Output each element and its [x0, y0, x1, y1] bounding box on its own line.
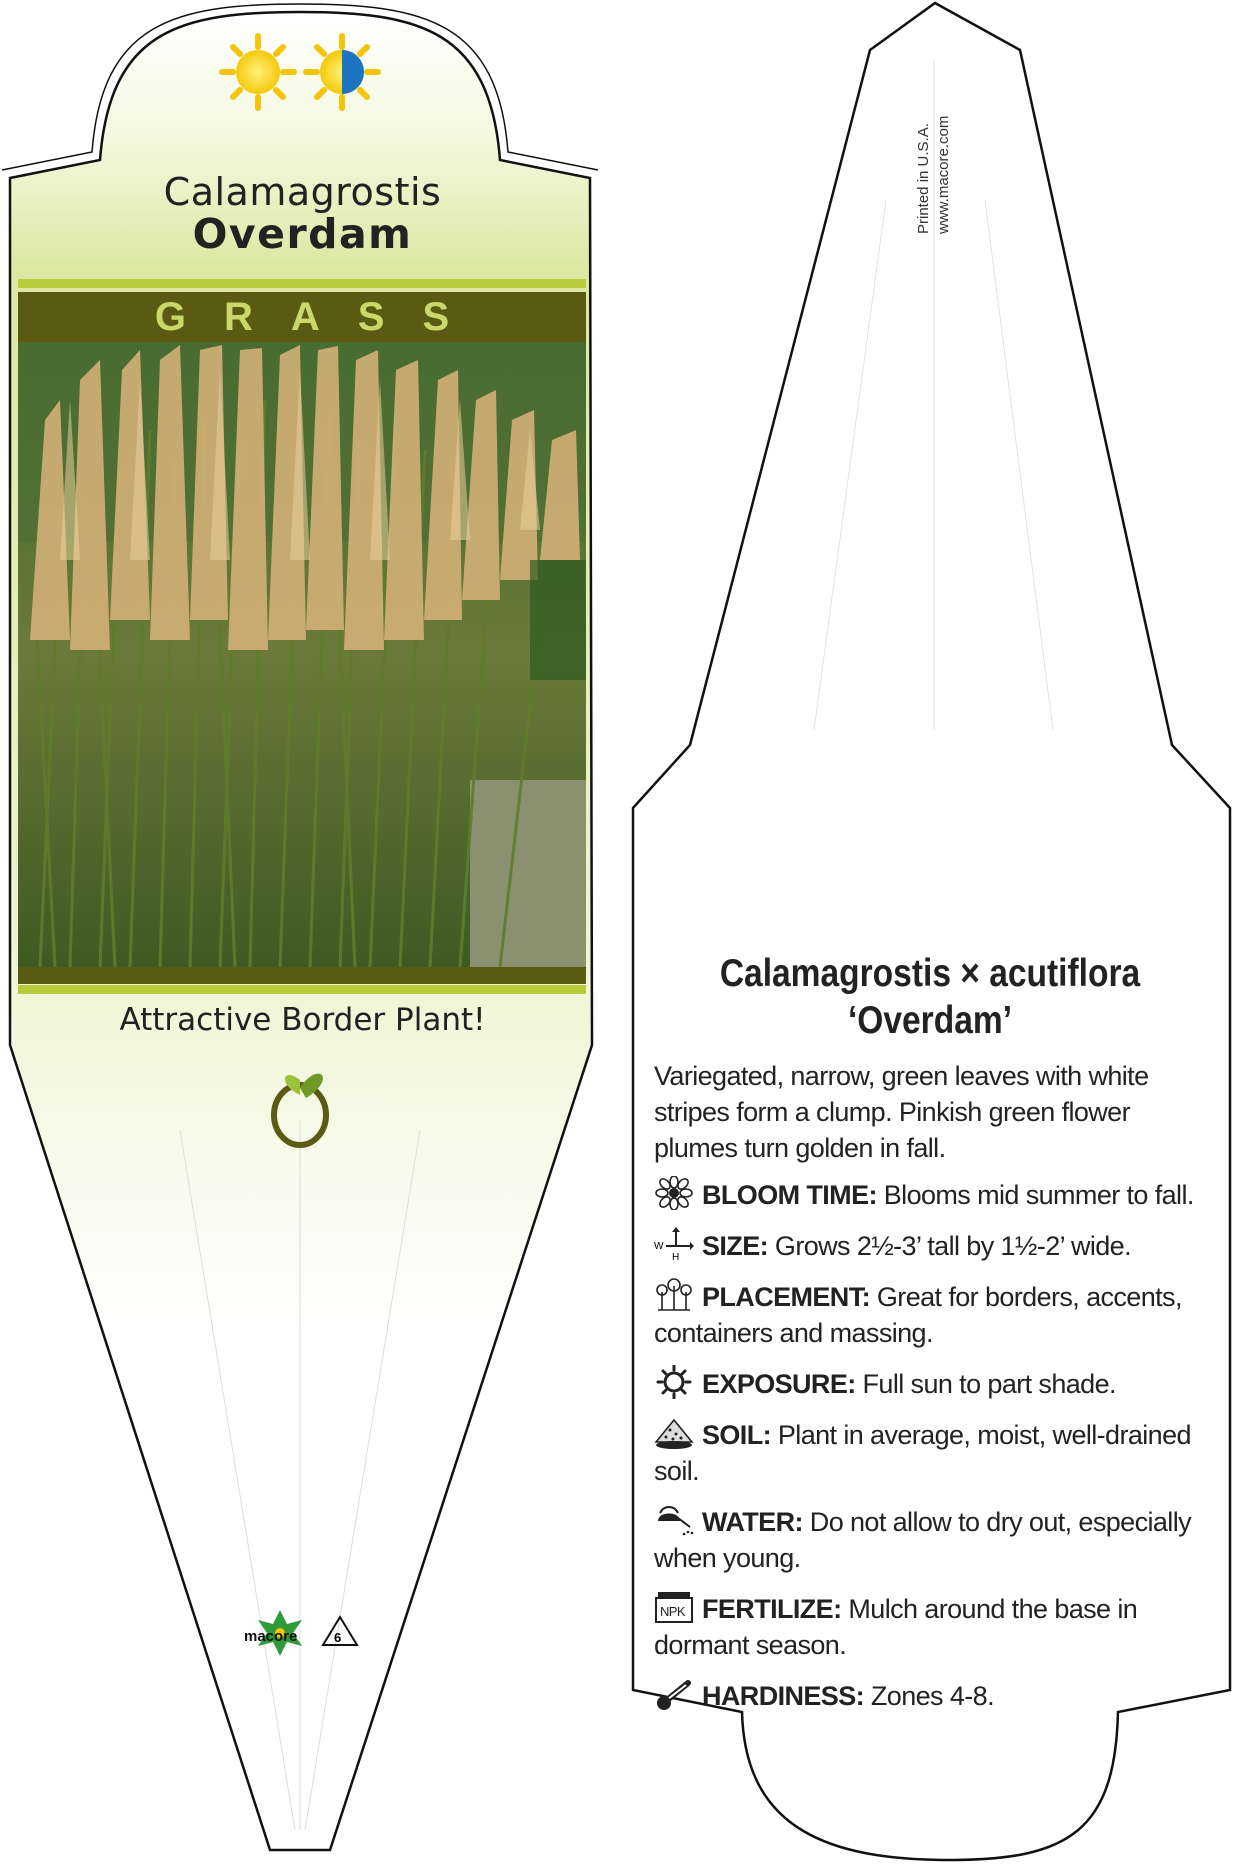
soil-value: Plant in average, moist, well-drained soil. — [654, 1420, 1191, 1486]
bloom-time-value: Blooms mid summer to fall. — [876, 1180, 1194, 1210]
botanical-name-line2: ‘Overdam’ — [847, 999, 1013, 1042]
recycle-code: 6 — [334, 1630, 342, 1645]
attr-water — [654, 1503, 1214, 1576]
attr-soil — [654, 1416, 1214, 1489]
placement-value: Great for borders, accents, containers and massing. — [654, 1282, 1182, 1348]
placement-icon — [654, 1278, 694, 1312]
flower-icon — [654, 1176, 694, 1210]
thermometer-icon — [654, 1677, 694, 1711]
hardiness-value: Zones 4-8. — [864, 1681, 994, 1711]
full-sun-icon — [222, 36, 294, 108]
botanical-name — [681, 950, 1180, 1044]
category-label: GRASS — [154, 295, 488, 339]
botanical-name-line1: Calamagrostis × acutiflora — [719, 952, 1141, 995]
care-info — [654, 1058, 1214, 1728]
attr-bloom-time — [654, 1176, 1214, 1213]
placement-label: PLACEMENT: — [702, 1282, 870, 1312]
attr-fertilize — [654, 1590, 1214, 1663]
svg-text:H: H — [672, 1252, 679, 1261]
water-label: WATER: — [702, 1507, 803, 1537]
watering-can-icon — [654, 1503, 694, 1537]
printed-in-usa: Printed in U.S.A. — [915, 123, 932, 234]
hardiness-label: HARDINESS: — [702, 1681, 865, 1711]
top-lime-band — [18, 279, 586, 288]
soil-icon — [654, 1416, 694, 1450]
size-label: SIZE: — [702, 1231, 769, 1261]
tagline: Attractive Border Plant! — [119, 1002, 486, 1038]
front-genus-title: Calamagrostis — [163, 170, 442, 214]
svg-text:W: W — [654, 1241, 663, 1252]
exposure-value: Full sun to part shade. — [855, 1369, 1116, 1399]
fertilize-label: FERTILIZE: — [702, 1594, 842, 1624]
soil-label: SOIL: — [702, 1420, 771, 1450]
bottom-olive-band — [18, 967, 586, 984]
size-value: Grows 2½-3’ tall by 1½-2’ wide. — [768, 1231, 1131, 1261]
front-cultivar-title: Overdam — [192, 210, 413, 258]
water-value: Do not allow to dry out, especially when young. — [654, 1507, 1191, 1573]
npk-icon — [654, 1590, 694, 1624]
attr-exposure — [654, 1365, 1214, 1402]
bloom-time-label: BLOOM TIME: — [702, 1180, 877, 1210]
attr-hardiness — [654, 1677, 1214, 1714]
fertilize-value: Mulch around the base in dormant season. — [654, 1594, 1138, 1660]
plant-photo — [18, 342, 586, 967]
attr-placement — [654, 1278, 1214, 1351]
sun-icon — [654, 1365, 694, 1399]
website-url: www.macore.com — [935, 115, 952, 234]
attr-size — [654, 1227, 1214, 1264]
part-shade-icon — [306, 36, 378, 108]
size-icon — [654, 1227, 694, 1261]
description: Variegated, narrow, green leaves with white stripes form a clump. Pinkish green flower plumes turn golden in fall. — [654, 1061, 1149, 1163]
bottom-lime-band — [18, 985, 586, 994]
svg-text:NPK: NPK — [660, 1604, 685, 1619]
brand-name: macore — [244, 1628, 298, 1645]
exposure-label: EXPOSURE: — [702, 1369, 856, 1399]
